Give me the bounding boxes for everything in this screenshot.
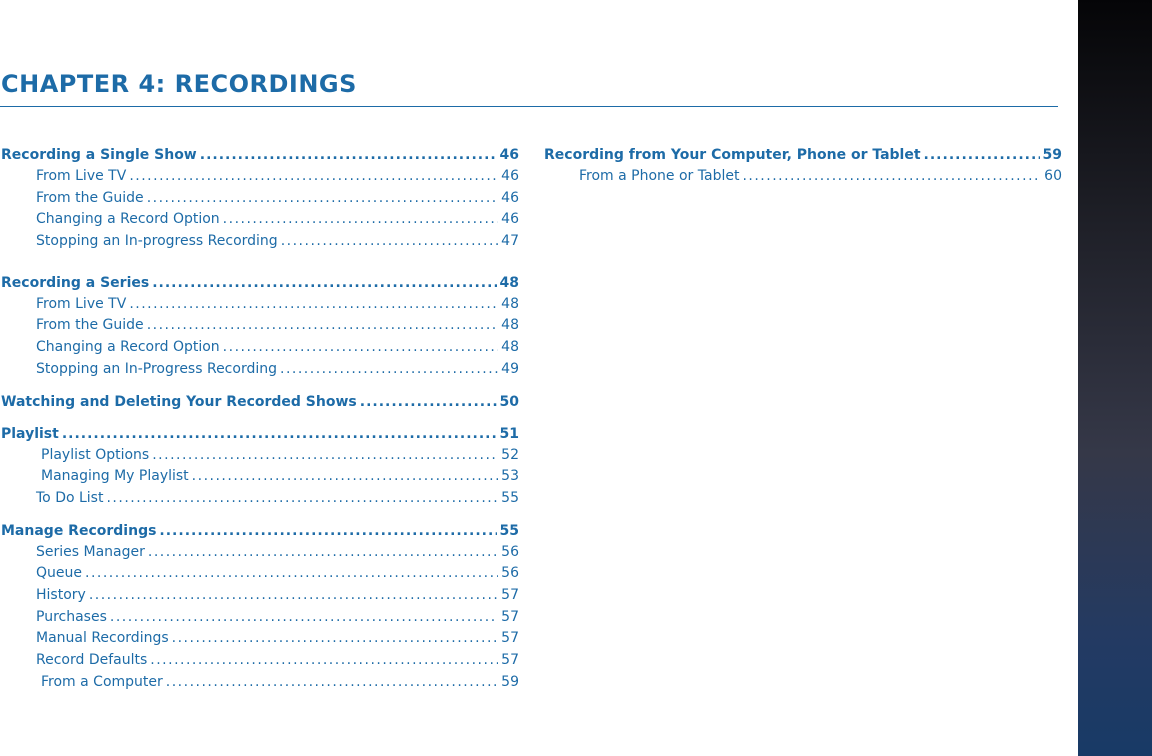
- toc-page-number: 53: [501, 468, 519, 485]
- toc-subentry[interactable]: [1, 650, 519, 672]
- dot-leader: [129, 166, 498, 188]
- toc-entry-recording-series[interactable]: [1, 272, 519, 294]
- toc-page-number: 46: [501, 189, 519, 206]
- toc-entry-recording-from-computer[interactable]: [544, 144, 1062, 166]
- toc-page-number: 48: [501, 339, 519, 356]
- toc-subentry-title: Stopping an In-progress Recording: [36, 233, 278, 250]
- toc-subentry[interactable]: [1, 294, 519, 316]
- toc-subentry-title: Manual Recordings: [36, 630, 169, 647]
- toc-entry-title: Recording a Series: [1, 274, 150, 291]
- toc-page-number: 46: [501, 168, 519, 184]
- dot-leader: [147, 188, 498, 210]
- dot-leader: [192, 466, 499, 488]
- toc-subentry[interactable]: [1, 188, 519, 210]
- toc-subentry[interactable]: [1, 166, 519, 188]
- toc-subentry-title: Changing a Record Option: [36, 211, 220, 228]
- toc-page-number: 56: [501, 565, 519, 582]
- toc-subentry-title: From Live TV: [36, 295, 127, 312]
- dot-leader: [110, 607, 498, 629]
- toc-page-number: 59: [501, 673, 519, 690]
- toc-entry-title: Recording from Your Computer, Phone or Tablet: [544, 147, 921, 163]
- dot-leader: [89, 585, 498, 607]
- toc-subentry[interactable]: [1, 466, 519, 488]
- dot-leader: [924, 144, 1040, 166]
- toc-page-number: 51: [499, 425, 519, 442]
- toc-subentry[interactable]: [1, 607, 519, 629]
- toc-subentry-title: Playlist Options: [41, 446, 150, 463]
- toc-subentry[interactable]: [544, 166, 1062, 188]
- toc-page-number: 57: [501, 652, 519, 668]
- dot-leader: [742, 166, 1041, 188]
- dot-leader: [152, 445, 498, 467]
- dot-leader: [150, 650, 498, 672]
- dot-leader: [106, 488, 498, 510]
- toc-subentry-title: From a Computer: [41, 673, 163, 690]
- toc-page-number: 57: [501, 586, 519, 603]
- toc-subentry-title: Stopping an In-Progress Recording: [36, 360, 277, 377]
- toc-page-number: 50: [499, 393, 519, 410]
- toc-page-number: 55: [499, 522, 519, 539]
- toc-entry-playlist[interactable]: [1, 423, 519, 445]
- toc-subentry-title: From Live TV: [36, 168, 127, 184]
- toc-subentry-title: Purchases: [36, 608, 107, 625]
- dot-leader: [62, 423, 497, 445]
- chapter-side-tab: [1078, 0, 1152, 756]
- dot-leader: [223, 209, 499, 231]
- toc-subentry[interactable]: [1, 628, 519, 650]
- toc-page-number: 48: [501, 317, 519, 334]
- toc-entry-title: Playlist: [1, 425, 59, 442]
- toc-subentry[interactable]: [1, 231, 519, 253]
- toc-subentry[interactable]: [1, 209, 519, 231]
- toc-page-number: 48: [499, 274, 519, 291]
- dot-leader: [85, 563, 498, 585]
- toc-subentry[interactable]: [1, 359, 519, 381]
- toc-entry-title: Recording a Single Show: [1, 147, 197, 163]
- toc-subentry[interactable]: [1, 542, 519, 564]
- toc-entry-recording-single-show[interactable]: [1, 144, 519, 166]
- toc-subentry-title: Series Manager: [36, 543, 145, 560]
- toc-subentry[interactable]: [1, 445, 519, 467]
- toc-entry-title: Manage Recordings: [1, 522, 157, 539]
- toc-entry-watching-deleting[interactable]: [1, 391, 519, 413]
- toc-subentry-title: Changing a Record Option: [36, 339, 220, 356]
- dot-leader: [152, 272, 496, 294]
- toc-subentry-title: Managing My Playlist: [41, 468, 189, 485]
- dot-leader: [172, 628, 499, 650]
- toc-page-number: 46: [499, 147, 519, 163]
- toc-subentry[interactable]: [1, 488, 519, 510]
- toc-page-number: 47: [501, 233, 519, 250]
- toc-subentry[interactable]: [1, 585, 519, 607]
- dot-leader: [280, 359, 498, 381]
- toc-left-column: [1, 144, 519, 693]
- toc-subentry[interactable]: [1, 563, 519, 585]
- toc-subentry-title: History: [36, 586, 86, 603]
- toc-subentry-title: Queue: [36, 565, 82, 582]
- dot-leader: [147, 315, 498, 337]
- dot-leader: [200, 144, 497, 166]
- toc-page-number: 55: [501, 489, 519, 506]
- toc-entry-manage-recordings[interactable]: [1, 520, 519, 542]
- dot-leader: [159, 520, 496, 542]
- toc-page-number: 60: [1044, 168, 1062, 184]
- toc-subentry[interactable]: [1, 337, 519, 359]
- toc-page-number: 52: [501, 446, 519, 463]
- toc-subentry[interactable]: [1, 672, 519, 694]
- dot-leader: [166, 672, 498, 694]
- toc-page-number: 48: [501, 295, 519, 312]
- toc-page-number: 57: [501, 630, 519, 647]
- title-rule: [0, 106, 1058, 107]
- toc-subentry-title: From the Guide: [36, 189, 144, 206]
- toc-page-number: 46: [501, 211, 519, 228]
- toc-entry-title: Watching and Deleting Your Recorded Shows: [1, 393, 357, 410]
- toc-right-column: [544, 144, 1062, 188]
- toc-subentry-title: From a Phone or Tablet: [579, 168, 740, 184]
- toc-subentry-title: To Do List: [36, 489, 104, 506]
- chapter-title: CHAPTER 4: RECORDINGS: [1, 70, 357, 98]
- dot-leader: [223, 337, 499, 359]
- toc-subentry[interactable]: [1, 315, 519, 337]
- toc-subentry-title: From the Guide: [36, 317, 144, 334]
- dot-leader: [281, 231, 498, 253]
- dot-leader: [129, 294, 498, 316]
- dot-leader: [148, 542, 498, 564]
- dot-leader: [360, 391, 497, 413]
- toc-page-number: 49: [501, 360, 519, 377]
- toc-page-number: 59: [1042, 147, 1062, 163]
- toc-subentry-title: Record Defaults: [36, 652, 148, 668]
- toc-page-number: 56: [501, 543, 519, 560]
- toc-page-number: 57: [501, 608, 519, 625]
